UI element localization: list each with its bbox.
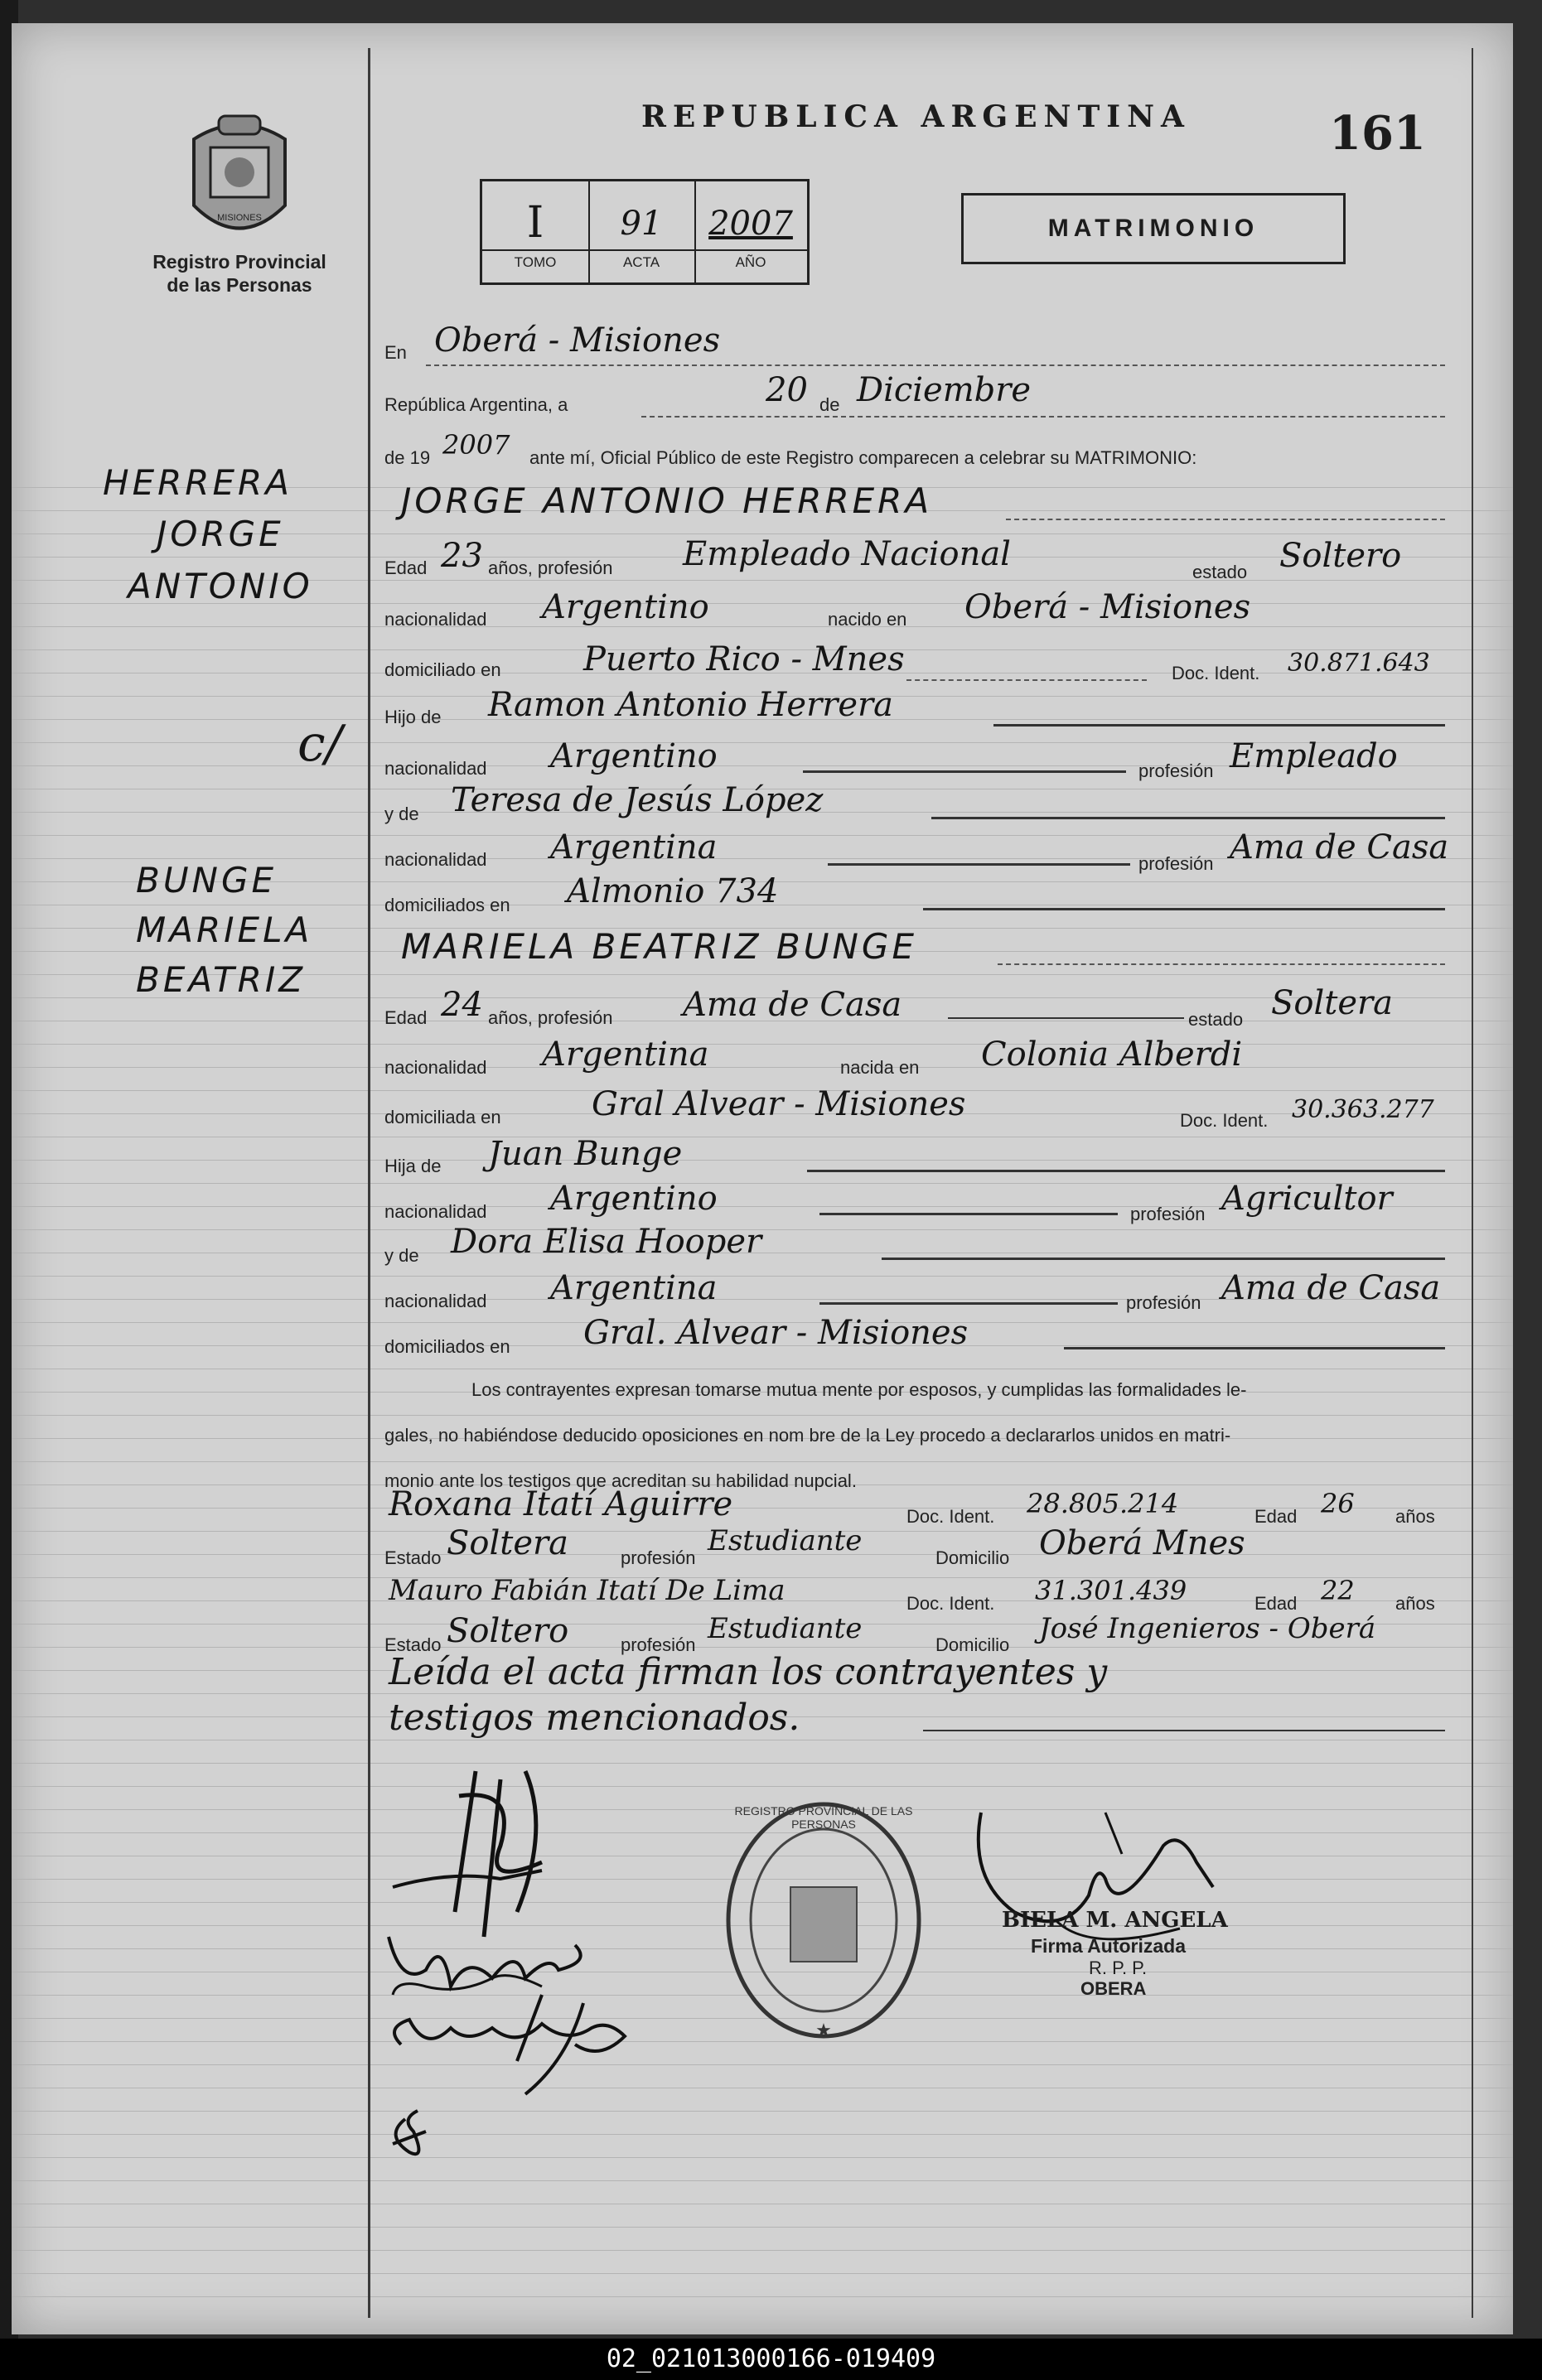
groom-nacido-label: nacido en: [828, 609, 907, 630]
acta-value: 91: [620, 205, 663, 243]
groom-father-nac-label: nacionalidad: [384, 758, 487, 779]
bride-father-nationality: Argentino: [550, 1180, 718, 1218]
bride-father-profession: Agricultor: [1221, 1180, 1393, 1218]
bride-full-name: MARIELA BEATRIZ BUNGE: [401, 926, 917, 967]
registry-label-2: de las Personas: [167, 274, 312, 296]
bride-prof-label: años, profesión: [488, 1007, 613, 1028]
witness2-doc-label: Doc. Ident.: [906, 1593, 995, 1614]
day-value: 20: [766, 371, 808, 409]
witness2-estado-label: Estado: [384, 1634, 442, 1655]
bride-father-nac-label: nacionalidad: [384, 1201, 487, 1222]
page-number: 161: [1329, 106, 1426, 161]
witness1-dom-label: Domicilio: [935, 1547, 1010, 1568]
place-value: Oberá - Misiones: [434, 321, 721, 360]
de-label: de: [819, 394, 840, 415]
witness2-anos-label: años: [1395, 1593, 1435, 1614]
closing-line-2: testigos mencionados.: [389, 1697, 800, 1739]
groom-nationality: Argentino: [542, 588, 709, 626]
bride-domicile: Gral Alvear - Misiones: [592, 1085, 966, 1123]
groom-father: Ramon Antonio Herrera: [488, 686, 893, 724]
authority-office: R. P. P.: [1089, 1958, 1148, 1978]
ruled-line: [12, 2227, 1513, 2228]
bride-doc: 30.363.277: [1292, 1095, 1434, 1124]
witness1-estado: Soltera: [447, 1524, 568, 1562]
groom-domicile: Puerto Rico - Mnes: [583, 640, 905, 678]
ruled-line: [12, 1461, 1513, 1462]
provincial-seal-icon: [186, 114, 293, 247]
witness2-edad-label: Edad: [1254, 1593, 1298, 1614]
ruled-line: [12, 1647, 1513, 1648]
witness2-profession: Estudiante: [708, 1612, 863, 1645]
ruled-line: [12, 1044, 1513, 1045]
ruled-line: [12, 2180, 1513, 2181]
country-heading: REPUBLICA ARGENTINA: [641, 99, 1191, 134]
bride-age: 24: [441, 986, 483, 1024]
declaration-line-1: Los contrayentes expresan tomarse mutua mente por esposos, y cumplidas las formalidades le-: [471, 1379, 1247, 1400]
bride-mother-prof-label: profesión: [1126, 1292, 1201, 1313]
margin-surname-2: BUNGE: [136, 860, 278, 900]
bride-father: Juan Bunge: [488, 1135, 683, 1173]
witness2-age: 22: [1321, 1575, 1355, 1606]
witness1-age: 26: [1321, 1488, 1355, 1519]
witness1-edad-label: Edad: [1254, 1506, 1298, 1527]
witness2-dom-label: Domicilio: [935, 1634, 1010, 1655]
groom-parents-dom-label: domiciliados en: [384, 895, 510, 915]
ruled-line: [12, 2134, 1513, 2135]
bride-doc-label: Doc. Ident.: [1180, 1110, 1269, 1131]
statement: ante mí, Oficial Público de este Registro comparecen a celebrar su MATRIMONIO:: [529, 447, 1197, 468]
ruled-line: [12, 2064, 1513, 2065]
groom-father-profession: Empleado: [1230, 737, 1398, 775]
groom-mother: Teresa de Jesús López: [451, 781, 824, 819]
witness1-name: Roxana Itatí Aguirre: [389, 1485, 733, 1523]
bride-yde-label: y de: [384, 1245, 419, 1266]
margin-conjunction: c/: [297, 715, 342, 773]
bride-hija-label: Hija de: [384, 1156, 442, 1176]
acta-label: ACTA: [622, 254, 660, 270]
ruled-line: [12, 1160, 1513, 1161]
bride-estado: Soltera: [1271, 984, 1393, 1022]
groom-mother-nac-label: nacionalidad: [384, 849, 487, 870]
year-value: 2007: [442, 429, 510, 461]
groom-yde-label: y de: [384, 804, 419, 824]
right-margin-line: [1472, 48, 1473, 2318]
ruled-line: [12, 2273, 1513, 2274]
bride-estado-label: estado: [1188, 1009, 1244, 1030]
bride-parents-domicile: Gral. Alvear - Misiones: [583, 1314, 969, 1352]
groom-mother-profession: Ama de Casa: [1230, 828, 1449, 867]
registry-label-1: Registro Provincial: [152, 251, 326, 273]
tomo-value: I: [526, 198, 544, 248]
authority-title: Firma Autorizada: [1031, 1935, 1187, 1957]
bride-edad-label: Edad: [384, 1007, 428, 1028]
closing-line-1: Leída el acta firman los contrayentes y: [389, 1651, 1108, 1693]
month-value: Diciembre: [857, 371, 1032, 409]
bride-nationality: Argentina: [542, 1036, 709, 1074]
ruled-line: [12, 626, 1513, 627]
groom-father-nationality: Argentino: [550, 737, 718, 775]
witness1-prof-label: profesión: [621, 1547, 696, 1568]
groom-profession: Empleado Nacional: [683, 535, 1011, 573]
witness1-profession: Estudiante: [708, 1524, 863, 1557]
groom-hijo-label: Hijo de: [384, 707, 442, 727]
bride-birthplace: Colonia Alberdi: [981, 1036, 1243, 1074]
margin-line: [368, 48, 370, 2318]
declaration-line-2: gales, no habiéndose deducido oposiciones en nom bre de la Ley procedo a declararlos unidos en matri-: [384, 1425, 1231, 1446]
witness2-name: Mauro Fabián Itatí De Lima: [389, 1574, 786, 1607]
bride-father-prof-label: profesión: [1130, 1204, 1206, 1224]
official-seal-icon: [720, 1796, 927, 2044]
ano-value: 2007: [708, 205, 793, 243]
seal-text: REGISTRO PROVINCIAL DE LAS PERSONAS: [734, 1804, 913, 1831]
bride-nac-label: nacionalidad: [384, 1057, 487, 1078]
ruled-line: [12, 2111, 1513, 2112]
authority-city: OBERA: [1080, 1978, 1147, 1999]
act-box: [480, 179, 810, 285]
ruled-line: [12, 2157, 1513, 2158]
witness1-doc-label: Doc. Ident.: [906, 1506, 995, 1527]
groom-edad-label: Edad: [384, 558, 428, 578]
groom-full-name: JORGE ANTONIO HERRERA: [401, 480, 933, 521]
signatures: [376, 1746, 708, 2177]
ruled-line: [12, 2296, 1513, 2297]
tomo-label: TOMO: [514, 254, 557, 270]
groom-estado-label: estado: [1192, 562, 1248, 582]
bride-dom-label: domiciliada en: [384, 1107, 501, 1127]
witness2-prof-label: profesión: [621, 1634, 696, 1655]
ruled-line: [12, 1693, 1513, 1694]
witness2-estado: Soltero: [447, 1612, 569, 1650]
groom-nac-label: nacionalidad: [384, 609, 487, 630]
margin-given-1b: ANTONIO: [128, 566, 313, 606]
year-prefix-label: de 19: [384, 447, 431, 468]
bride-mother-nationality: Argentina: [550, 1269, 718, 1307]
groom-mother-prof-label: profesión: [1138, 853, 1214, 874]
ruled-line: [12, 1067, 1513, 1068]
margin-given-2b: BEATRIZ: [136, 959, 307, 1000]
authority-name: BIELA M. ANGELA: [1002, 1908, 1228, 1933]
margin-given-1a: JORGE: [157, 514, 284, 554]
groom-father-prof-label: profesión: [1138, 760, 1214, 781]
groom-doc-label: Doc. Ident.: [1172, 663, 1260, 683]
bride-nacida-label: nacida en: [840, 1057, 920, 1078]
bride-profession: Ama de Casa: [683, 986, 902, 1024]
bride-parents-dom-label: domiciliados en: [384, 1336, 510, 1357]
witness1-doc: 28.805.214: [1027, 1488, 1179, 1519]
witness2-domicile: José Ingenieros - Oberá: [1039, 1612, 1376, 1645]
ruled-line: [12, 2250, 1513, 2251]
ruled-line: [12, 1415, 1513, 1416]
witness2-doc: 31.301.439: [1035, 1575, 1187, 1606]
bride-mother: Dora Elisa Hooper: [451, 1223, 762, 1261]
witness1-domicile: Oberá Mnes: [1039, 1524, 1245, 1562]
bride-mother-nac-label: nacionalidad: [384, 1291, 487, 1311]
document-page: [12, 23, 1513, 2334]
margin-given-2a: MARIELA: [136, 910, 313, 950]
ano-label: AÑO: [735, 254, 766, 270]
republic-label: República Argentina, a: [384, 394, 568, 415]
svg-text:MISIONES: MISIONES: [217, 213, 262, 223]
groom-doc: 30.871.643: [1288, 649, 1430, 678]
declaration-line-3: monio ante los testigos que acreditan su habilidad nupcial.: [384, 1470, 857, 1491]
groom-prof-label: años, profesión: [488, 558, 613, 578]
record-type: MATRIMONIO: [961, 193, 1346, 264]
groom-mother-nationality: Argentina: [550, 828, 718, 867]
groom-birthplace: Oberá - Misiones: [964, 588, 1251, 626]
groom-parents-domicile: Almonio 734: [567, 872, 779, 910]
image-id-footer: 02_021013000166-019409: [0, 2339, 1542, 2380]
en-label: En: [384, 342, 407, 363]
witness1-anos-label: años: [1395, 1506, 1435, 1527]
svg-text:★: ★: [815, 2020, 832, 2041]
groom-estado: Soltero: [1279, 537, 1402, 575]
groom-age: 23: [441, 537, 483, 575]
margin-surname-1: HERRERA: [103, 462, 292, 503]
witness1-estado-label: Estado: [384, 1547, 442, 1568]
bride-mother-profession: Ama de Casa: [1221, 1269, 1441, 1307]
groom-dom-label: domiciliado en: [384, 659, 501, 680]
ruled-line: [12, 1229, 1513, 1230]
